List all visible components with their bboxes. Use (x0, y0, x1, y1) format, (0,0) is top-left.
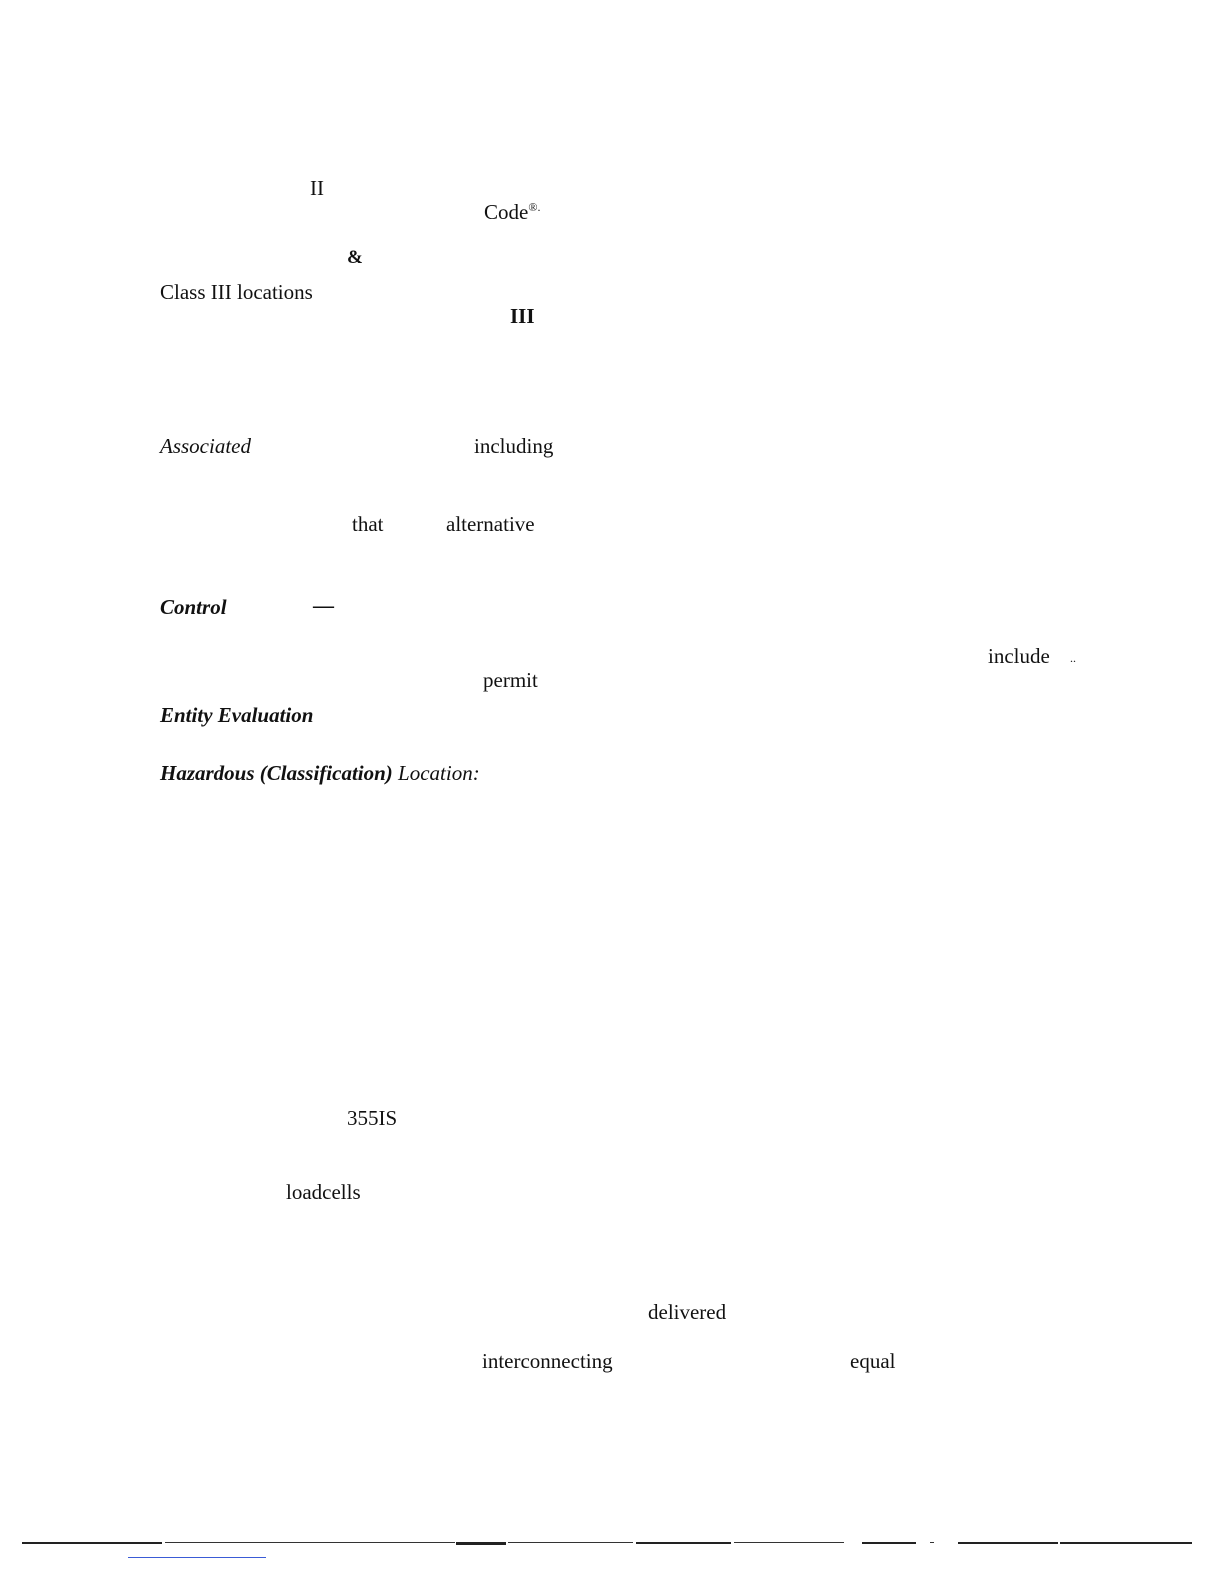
text-entity-evaluation: Entity Evaluation (160, 703, 314, 727)
text-control: Control (160, 595, 227, 619)
text-roman-two: II (310, 176, 324, 200)
footer-rule-segment (22, 1542, 162, 1544)
text-loadcells: loadcells (286, 1180, 361, 1204)
footer-rule-segment (636, 1542, 731, 1544)
text-hazardous-classification: Hazardous (Classification) (160, 761, 393, 785)
text-roman-three: III (510, 304, 535, 328)
footer-rule-segment (1060, 1542, 1192, 1544)
text-associated: Associated (160, 434, 251, 458)
text-location: Location: (398, 761, 480, 785)
text-model-355is: 355IS (347, 1106, 398, 1130)
text-class-three-locations: Class III locations (160, 280, 313, 304)
text-ampersand: & (347, 247, 363, 268)
footer-rule-segment (508, 1542, 633, 1543)
text-dash: — (313, 593, 334, 617)
text-include: include (988, 644, 1050, 668)
footer-rule-segment (958, 1542, 1058, 1544)
footer-rule-segment (930, 1542, 934, 1543)
text-including: including (474, 434, 554, 458)
footer-rule-segment (734, 1542, 844, 1543)
text-that: that (352, 512, 384, 536)
footer-rule-segment (862, 1542, 916, 1544)
text-equal: equal (850, 1349, 896, 1373)
footer-rule-segment (165, 1542, 455, 1543)
footer-blue-line (128, 1557, 266, 1558)
text-permit: permit (483, 668, 538, 692)
text-code-suffix: ®. (528, 200, 541, 214)
text-hazardous-location (160, 763, 480, 784)
text-interconnecting: interconnecting (482, 1349, 613, 1373)
text-alternative: alternative (446, 512, 535, 536)
text-tick-mark: .. (1070, 651, 1076, 665)
text-code-word: Code (484, 200, 529, 224)
text-delivered: delivered (648, 1300, 727, 1324)
footer-rule-segment (456, 1542, 506, 1545)
text-code (484, 202, 540, 223)
